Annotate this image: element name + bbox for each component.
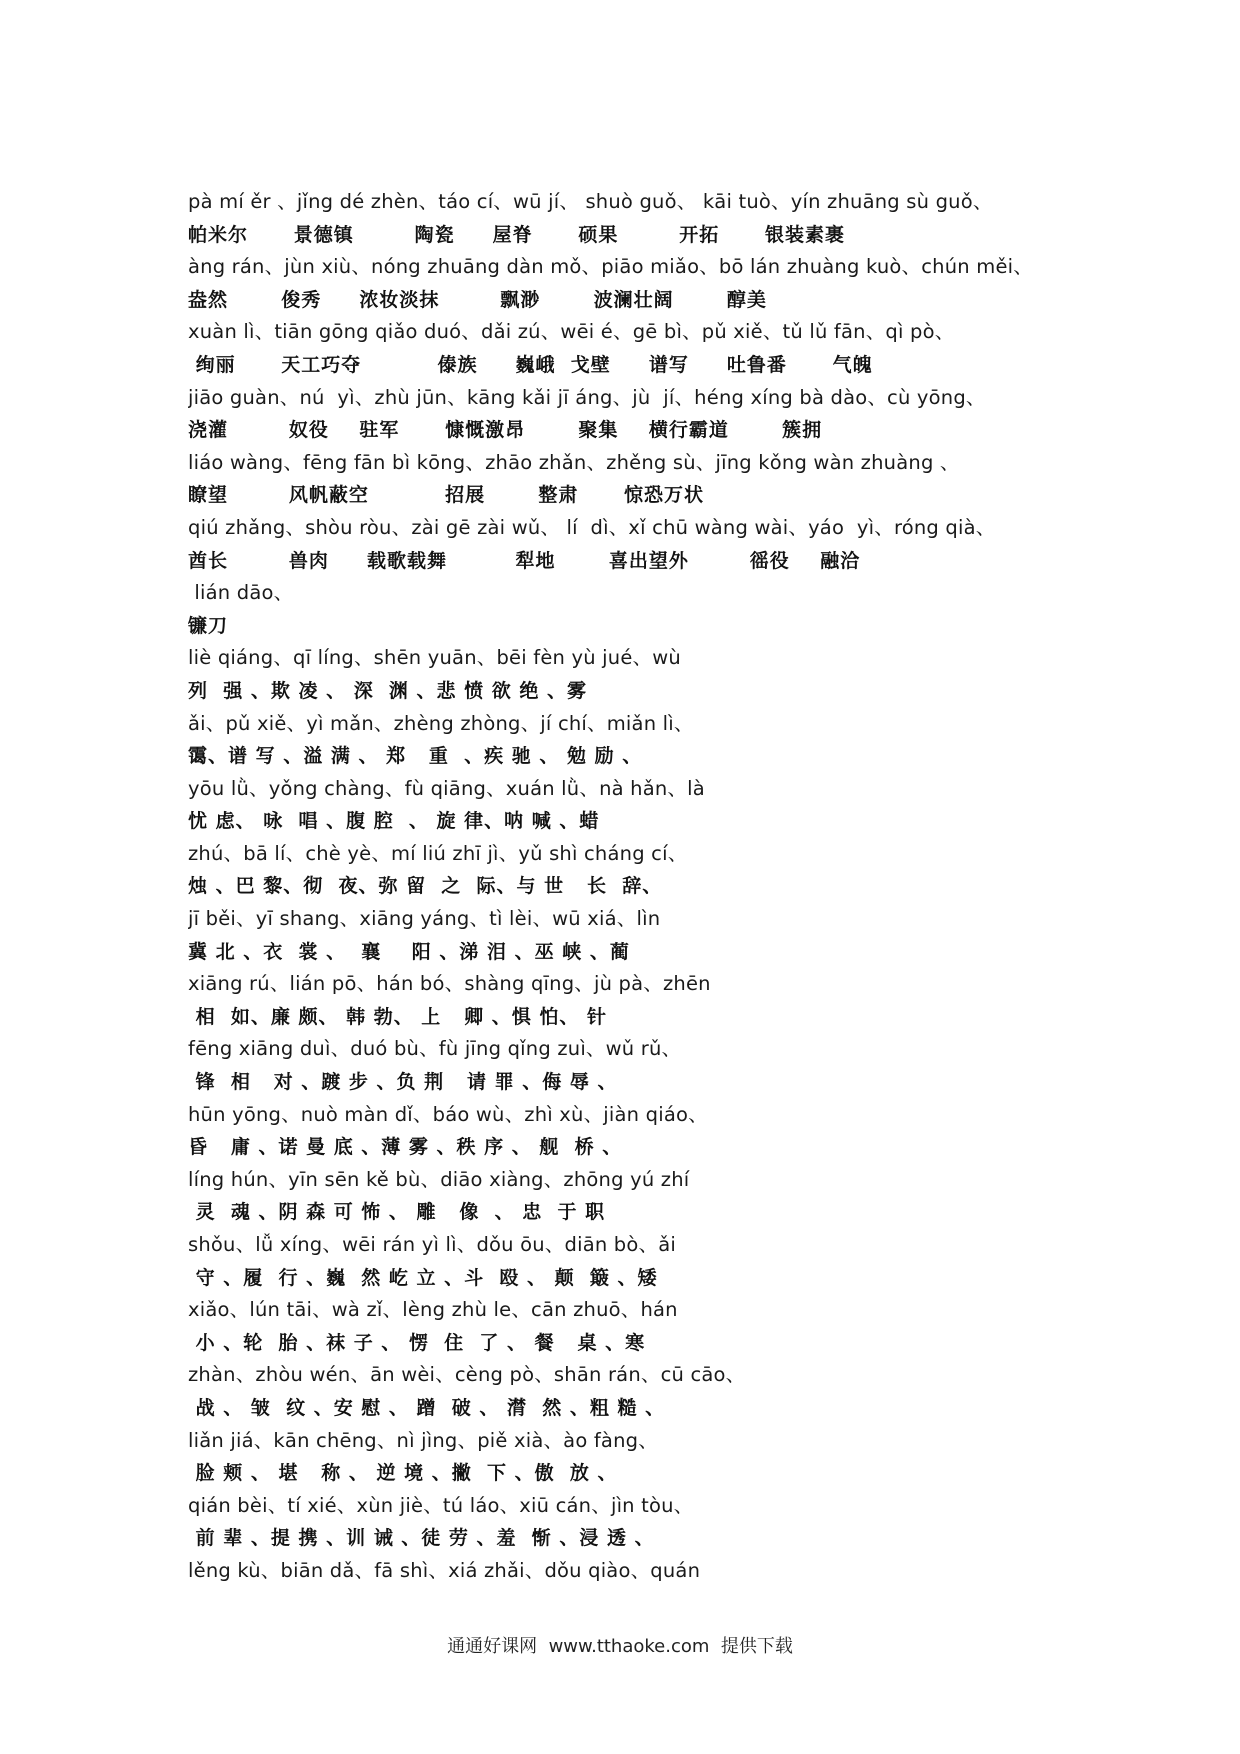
pinyin-line: qiú zhǎng、shòu ròu、zài gē zài wǔ、 lí dì、xǐ chū wàng wài、yáo yì、róng qià、 xyxy=(188,515,996,539)
pinyin-line: xiǎo、lún tāi、wà zǐ、lèng zhù le、cān zhuō、hán xyxy=(188,1298,678,1322)
pinyin-line: jiāo guàn、nú yì、zhù jūn、kāng kǎi jī áng、jù jí、héng xíng bà dào、cù yōng、 xyxy=(188,385,986,409)
pinyin-line: fēng xiāng duì、duó bù、fù jīng qǐng zuì、wǔ rǔ、 xyxy=(188,1037,682,1061)
hanzi-line: 盎然 俊秀 浓妆淡抹 飘渺 波澜壮阔 醇美 xyxy=(188,288,767,311)
hanzi-line: 烛 、巴 黎、彻 夜、弥 留 之 际、与 世 长 辞、 xyxy=(188,875,663,898)
pinyin-line: liè qiáng、qī líng、shēn yuān、bēi fèn yù jué、wù xyxy=(188,646,681,670)
hanzi-line: 镰刀 xyxy=(188,614,229,637)
hanzi-line: 帕米尔 景德镇 陶瓷 屋脊 硕果 开拓 银装素裹 xyxy=(188,223,845,246)
hanzi-line: 守 、履 行 、巍 然 屹 立 、斗 殴 、 颠 簸 、矮 xyxy=(188,1266,658,1289)
pinyin-line: liáo wàng、fēng fān bì kōng、zhāo zhǎn、zhěng sù、jīng kǒng wàn zhuàng 、 xyxy=(188,450,960,474)
hanzi-line: 酋长 兽肉 载歌载舞 犁地 喜出望外 徭役 融洽 xyxy=(188,549,861,572)
pinyin-line: lěng kù、biān dǎ、fā shì、xiá zhǎi、dǒu qiào、quán xyxy=(188,1558,701,1582)
vocabulary-list xyxy=(188,186,1058,1588)
hanzi-line: 忧 虑、 咏 唱 、腹 腔 、 旋 律、呐 喊 、蜡 xyxy=(188,810,600,833)
pinyin-line: liǎn jiá、kān chēng、nì jìng、piě xià、ào fàng、 xyxy=(188,1428,658,1452)
hanzi-line: 相 如、廉 颇、 韩 勃、 上 卿 、惧 怕、 针 xyxy=(188,1005,607,1028)
hanzi-line: 前 辈 、提 携 、训 诫 、徒 劳 、羞 惭 、浸 透 、 xyxy=(188,1527,655,1550)
hanzi-line: 灵 魂 、阴 森 可 怖 、 雕 像 、 忠 于 职 xyxy=(188,1201,606,1224)
pinyin-line: zhàn、zhòu wén、ān wèi、cèng pò、shān rán、cū cāo、 xyxy=(188,1363,746,1387)
hanzi-line: 瞭望 风帆蔽空 招展 整肃 惊恐万状 xyxy=(188,484,705,507)
hanzi-line: 战 、 皱 纹 、安 慰 、 蹭 破 、 潸 然 、粗 糙 、 xyxy=(188,1396,666,1419)
hanzi-line: 小 、轮 胎 、袜 子 、 愣 住 了 、 餐 桌 、寒 xyxy=(188,1331,646,1354)
pinyin-line: hūn yōng、nuò màn dǐ、báo wù、zhì xù、jiàn qiáo、 xyxy=(188,1102,708,1126)
hanzi-line: 绚丽 天工巧夺 傣族 巍峨 戈壁 谱写 吐鲁番 气魄 xyxy=(188,353,873,376)
pinyin-line: xiāng rú、lián pō、hán bó、shàng qīng、jù pà、zhēn xyxy=(188,972,711,996)
pinyin-line: ǎi、pǔ xiě、yì mǎn、zhèng zhòng、jí chí、miǎn lì、 xyxy=(188,711,694,735)
pinyin-line: yōu lǜ、yǒng chàng、fù qiāng、xuán lǜ、nà hǎn、là xyxy=(188,776,705,800)
hanzi-line: 冀 北 、衣 裳 、 襄 阳 、涕 泪 、巫 峡 、蔺 xyxy=(188,940,630,963)
hanzi-line: 浇灌 奴役 驻军 慷慨激昂 聚集 横行霸道 簇拥 xyxy=(188,419,823,442)
pinyin-line: pà mí ěr 、jǐng dé zhèn、táo cí、wū jí、 shuò guǒ、 kāi tuò、yín zhuāng sù guǒ、 xyxy=(188,190,993,213)
hanzi-line: 霭、谱 写 、溢 满 、 郑 重 、疾 驰 、 勉 励 、 xyxy=(188,745,643,768)
hanzi-line: 列 强 、欺 凌 、 深 渊 、悲 愤 欲 绝 、雾 xyxy=(188,679,587,702)
hanzi-line: 锋 相 对 、踱 步 、负 荆 请 罪 、侮 辱 、 xyxy=(188,1071,618,1094)
footer-credit: 通通好课网 www.tthaoke.com 提供下载 xyxy=(447,1636,793,1657)
pinyin-line: lián dāo、 xyxy=(188,581,294,605)
pinyin-line: àng rán、jùn xiù、nóng zhuāng dàn mǒ、piāo miǎo、bō lán zhuàng kuò、chún měi、 xyxy=(188,255,1033,279)
pinyin-line: jī běi、yī shang、xiāng yáng、tì lèi、wū xiá、lìn xyxy=(188,907,661,931)
hanzi-line: 脸 颊 、 堪 称 、 逆 境 、撇 下 、傲 放 、 xyxy=(188,1462,618,1485)
hanzi-line: 昏 庸 、诺 曼 底 、薄 雾 、秩 序 、 舰 桥 、 xyxy=(188,1136,623,1159)
pinyin-line: líng hún、yīn sēn kě bù、diāo xiàng、zhōng yú zhí xyxy=(188,1167,690,1191)
pinyin-line: shǒu、lǚ xíng、wēi rán yì lì、dǒu ōu、diān bò、ǎi xyxy=(188,1233,676,1256)
pinyin-line: zhú、bā lí、chè yè、mí liú zhī jì、yǔ shì cháng cí、 xyxy=(188,841,688,865)
pinyin-line: qián bèi、tí xié、xùn jiè、tú láo、xiū cán、jìn tòu、 xyxy=(188,1493,694,1517)
pinyin-line: xuàn lì、tiān gōng qiǎo duó、dǎi zú、wēi é、gē bì、pǔ xiě、tǔ lǔ fān、qì pò、 xyxy=(188,320,955,344)
